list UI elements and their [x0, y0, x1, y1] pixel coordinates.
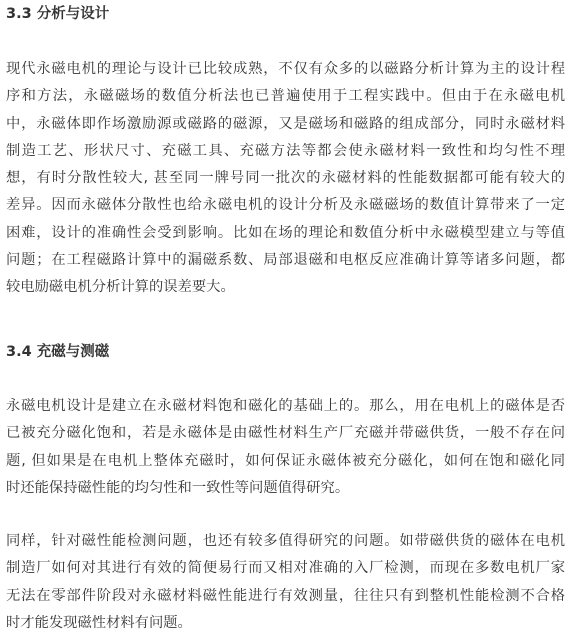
paragraph-line: 制造厂如何对其进行有效的简便易行而又相对准确的入厂检测，而现在多数电机厂家: [6, 560, 565, 577]
paragraph-line: 困难，设计的准确性会受到影响。比如在场的理论和数值分析中永磁模型建立与等值: [6, 224, 565, 241]
paragraph-line: 已被充分磁化饱和，若是永磁体是由磁性材料生产厂充磁并带磁供货，一般不存在问: [6, 425, 565, 442]
section-heading-magnetizing-measuring: 3.4 充磁与测磁: [6, 344, 110, 360]
paragraph-line: 现代永磁电机的理论与设计已比较成熟，不仅有众多的以磁路分析计算为主的设计程: [6, 61, 565, 77]
paragraph-line: 想，有时分散性较大, 甚至同一牌号同一批次的永磁材料的性能数据都可能有较大的: [6, 170, 565, 187]
paragraph-magnetizing: [6, 393, 565, 502]
paragraph-magnetic-testing: [6, 528, 565, 637]
paragraph-line: 题, 但如果是在电机上整体充磁时，如何保证永磁体被充分磁化，如何在饱和磁化同: [6, 452, 565, 469]
section-heading-analysis-design: 3.3 分析与设计: [6, 6, 110, 22]
paragraph-line: 时还能保持磁性能的均匀性和一致性等问题值得研究。: [6, 479, 350, 496]
paragraph-line: 永磁电机设计是建立在永磁材料饱和磁化的基础上的。那么，用在电机上的磁体是否: [6, 398, 565, 414]
paragraph-line: 制造工艺、形状尺寸、充磁工具、充磁方法等都会使永磁材料一致性和均匀性不理: [6, 142, 565, 159]
paragraph-line: 同样，针对磁性能检测问题，也还有较多值得研究的问题。如带磁供货的磁体在电机: [6, 533, 565, 549]
paragraph-line: 问题；在工程磁路计算中的漏磁系数、局部退磁和电枢反应准确计算等诸多问题，都: [6, 252, 565, 269]
paragraph-line: 中，永磁体即作场激励源或磁路的磁源，又是磁场和磁路的组成部分，同时永磁材料: [6, 115, 565, 132]
paragraph-line: 无法在零部件阶段对永磁材料磁性能进行有效测量，往往只有到整机性能检测不合格: [6, 587, 565, 604]
paragraph-line: 较电励磁电机分析计算的误差要大。: [6, 279, 235, 296]
paragraph-line: 时才能发现磁性材料有问题。: [6, 614, 192, 631]
paragraph-analysis-design: [6, 56, 565, 302]
paragraph-line: 序和方法，永磁磁场的数值分析法也已普遍使用于工程实践中。但由于在永磁电机: [6, 88, 565, 105]
paragraph-line: 差异。因而永磁体分散性也给永磁电机的设计分析及永磁磁场的数值计算带来了一定: [6, 197, 565, 214]
